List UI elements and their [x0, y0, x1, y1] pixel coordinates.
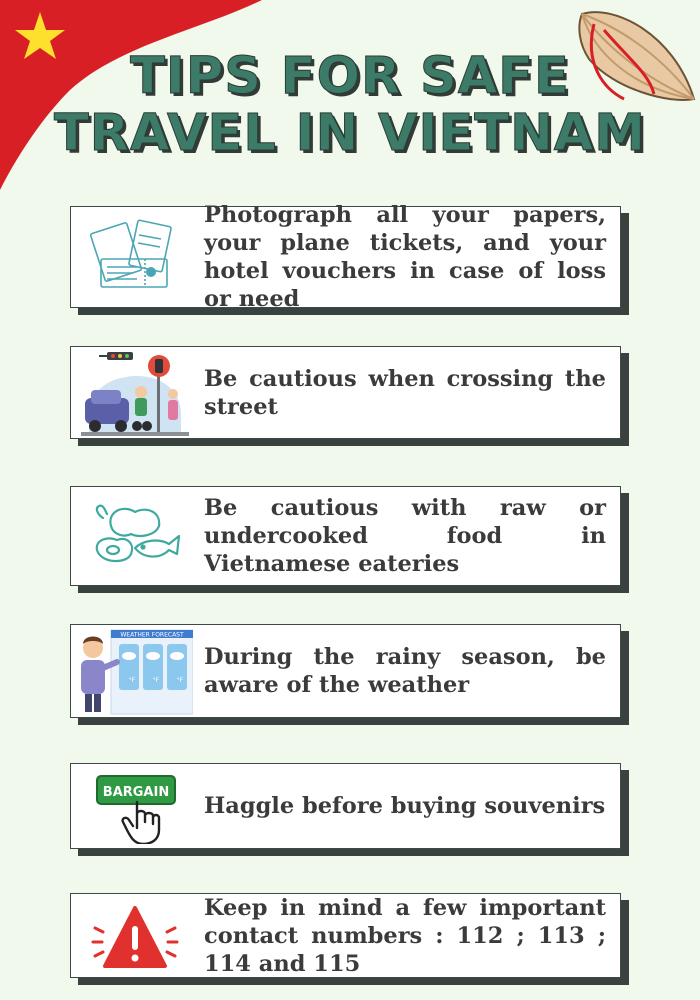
weather-forecast-label: WEATHER FORECAST: [120, 631, 184, 639]
svg-text:°F: °F: [152, 677, 160, 684]
tip-card-documents: [70, 202, 621, 312]
weather-forecast-icon: [77, 625, 193, 717]
tip-text: During the rainy season, be aware of the weather: [204, 644, 606, 698]
svg-text:°F: °F: [128, 677, 136, 684]
tip-card-street: [70, 346, 621, 439]
tip-text: Be cautious with raw or undercooked food in Vietnamese eateries: [204, 495, 606, 577]
raw-food-icon: [77, 487, 193, 585]
bargain-button-icon: [77, 764, 193, 848]
title-line-1: TIPS FOR SAFE: [130, 47, 570, 106]
tip-text: Haggle before buying souvenirs: [204, 793, 606, 819]
tip-card-food: [70, 486, 621, 586]
page-title: [0, 48, 700, 162]
tip-card-haggle: [70, 763, 621, 849]
warning-icon: [77, 894, 193, 977]
title-line-2: TRAVEL IN VIETNAM: [53, 104, 647, 163]
tip-text: Keep in mind a few important contact numbers : 112 ; 113 ; 114 and 115: [204, 894, 606, 977]
tip-text: Be cautious when crossing the street: [204, 365, 606, 420]
bargain-label: BARGAIN: [102, 785, 170, 800]
tip-text: Photograph all your papers, your plane tickets, and your hotel vouchers in case of loss or need: [204, 202, 606, 312]
tip-card-contacts: [70, 893, 621, 978]
svg-text:°F: °F: [176, 677, 184, 684]
traffic-crossing-icon: [77, 347, 193, 438]
tip-card-weather: [70, 624, 621, 718]
documents-tickets-icon: [77, 207, 193, 307]
